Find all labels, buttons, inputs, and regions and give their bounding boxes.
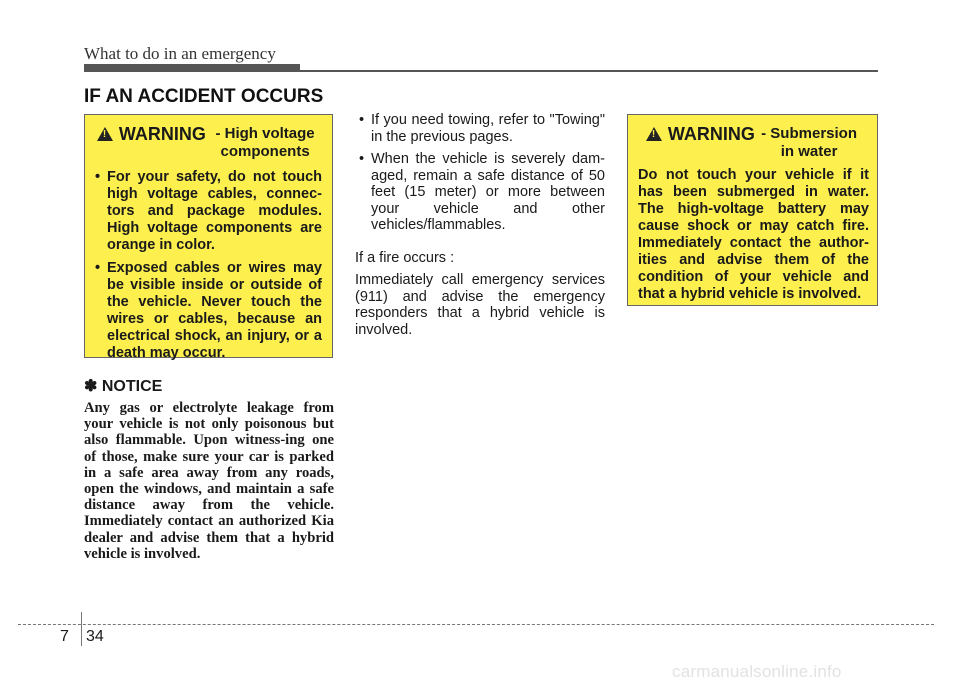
middle-column (355, 112, 605, 338)
warning-triangle-icon (97, 127, 113, 141)
warning-high-voltage-box (84, 114, 333, 361)
warning-header (85, 125, 332, 161)
list-item: • For your safety, do not touch high voltage cables, connec-tors and package modules. High voltage components are orange in color. (107, 169, 322, 254)
warning-subtitle: - Submersion in water (761, 125, 857, 160)
header-bar (84, 64, 300, 72)
warning-header (628, 125, 877, 161)
header-rule (300, 70, 878, 72)
notice-title: ✽ NOTICE (84, 378, 163, 395)
fire-text: Immediately call emergency services (911) and advise the emergency responders that a hybrid vehicle is involved. (355, 272, 605, 338)
header-title: What to do in an emergency (84, 44, 276, 63)
fire-heading: If a fire occurs : (355, 249, 455, 266)
page-number: 34 (86, 628, 104, 645)
list-item: • Exposed cables or wires may be visible inside or outside of the vehicle. Never touch the wires or cables, because an electrical shock, an injury, or a death may occur. (107, 260, 322, 362)
warning-text: Do not touch your vehicle if it has been submerged in water. The high-voltage battery may cause shock or may catch fire. Immediately contact the author-ities and advise them of the condition of your vehicle and that a hybrid vehicle is involved. (638, 167, 869, 302)
notice-body: Any gas or electrolyte leakage from your vehicle is not only poisonous but also flammable. Upon witness-ing one of those, make sure your car is parked in a safe area away from any roads, open the windows, and maintain a safe distance away from the vehicle. Immediately contact an authorized Kia dealer and advise them that a hybrid vehicle is involved. (84, 400, 334, 562)
footer-divider (81, 612, 82, 646)
footer-rule (18, 624, 934, 625)
warning-label: WARNING (667, 124, 755, 144)
list-item: • If you need towing, refer to "Towing" in the previous pages. (371, 112, 605, 145)
towing-list (355, 112, 605, 234)
warning-label: WARNING (118, 124, 206, 144)
list-item: • When the vehicle is severely dam-aged, remain a safe distance of 50 feet (15 meter) or more between your vehicle and other vehicles/flammables. (371, 151, 605, 234)
warning-list (85, 169, 332, 362)
warning-triangle-icon (646, 127, 662, 141)
section-title: IF AN ACCIDENT OCCURS (84, 86, 324, 107)
warning-submersion-box (627, 114, 878, 306)
chapter-number: 7 (60, 628, 69, 645)
watermark: carmanualsonline.info (672, 662, 842, 681)
warning-subtitle: - High voltage components (215, 125, 315, 160)
